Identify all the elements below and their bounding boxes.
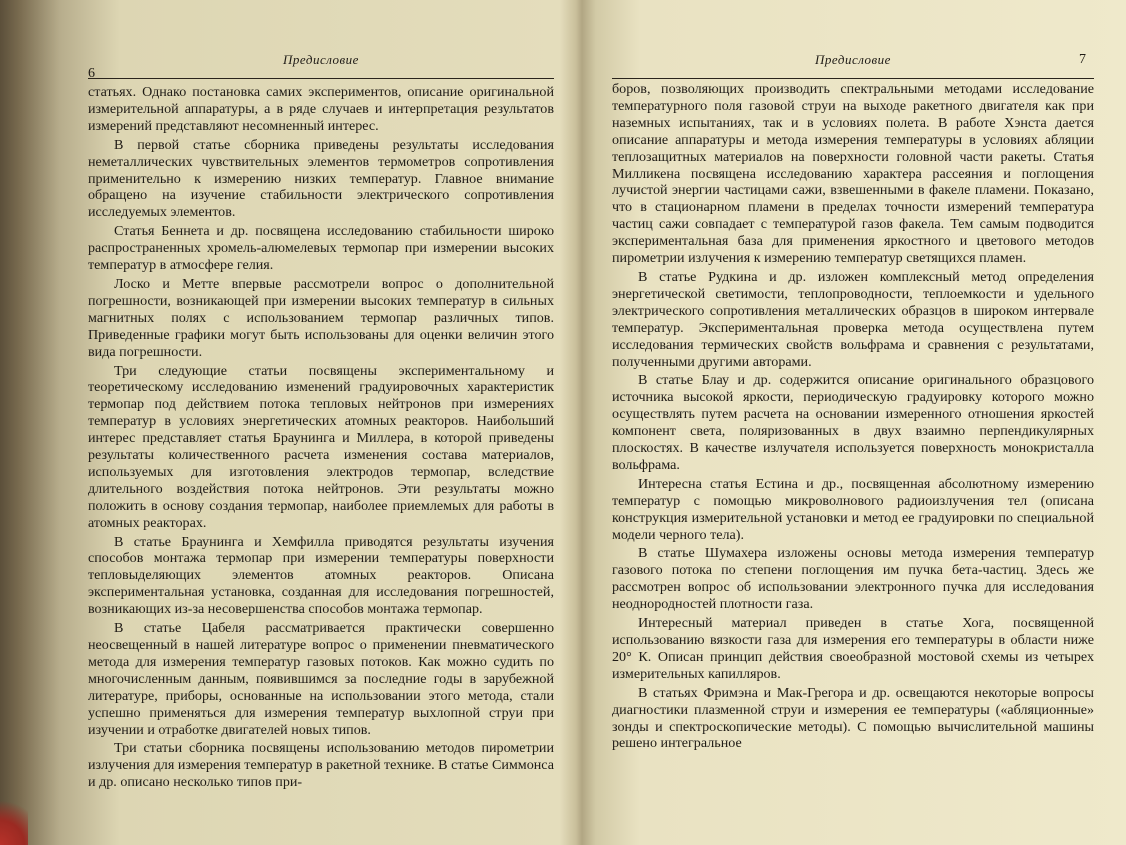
left-body-text <box>88 84 554 793</box>
left-running-head <box>88 48 554 79</box>
left-page <box>88 0 554 845</box>
paragraph: Три следующие статьи посвящены экспериментальному и теоретическому исследованию изменений градуировочных характеристик термопар под действием потока тепловых нейтронов при измерениях температур в условиях энергетических атомных реакторов. Наибольший интерес представляет статья Браунинга и Миллера, в которой приведены результаты количественного расчета изменения состава материалов, используемых для изготовления электродов термопар, вследствие длительного воздействия потока нейтронов. Эти результаты можно положить в основу создания термопар, наиболее приемлемых для работы в атомных реакторах. <box>88 362 554 531</box>
right-page-number: 7 <box>1079 52 1086 67</box>
paragraph: Интересна статья Естина и др., посвященная абсолютному измерению температур с помощью микроволнового радиоизлучения тел (описана конструкция измерительной установки и метод ее градуировки по специальной модели черного тела). <box>612 475 1094 543</box>
paragraph: Три статьи сборника посвящены использованию методов пирометрии излучения для измерения температур в ракетной технике. В статье Симмонса и др. описано несколько типов при- <box>88 740 554 791</box>
paragraph: В статье Рудкина и др. изложен комплексный метод определения энергетической светимости, теплопроводности, теплоемкости и удельного электрического сопротивления металлических образцов в широком интервале температур. Экспериментальная проверка метода осуществлена путем исследования термических свойств вольфрама и сравнения с результатами, полученными другими авторами. <box>612 268 1094 370</box>
left-running-head-title: Предисловие <box>283 52 359 67</box>
paragraph: Статья Беннета и др. посвящена исследованию стабильности широко распространенных хромель-алюмелевых термопар при измерении высоких температур в атмосфере гелия. <box>88 223 554 274</box>
red-object-corner <box>0 790 28 845</box>
paragraph: В статье Шумахера изложены основы метода измерения температур газового потока по степени поглощения им пучка бета-частиц. Здесь же рассмотрен вопрос об использовании электронного пучка для исследования неоднородностей плотности газа. <box>612 545 1094 613</box>
paragraph: В статье Блау и др. содержится описание оригинального образцового источника высокой яркости, периодическую градуировку которого можно осуществлять путем расчета на основании измеренного отношения яркостей компонент света, поляризованных в двух взаимно перпендикулярных плоскостях. В качестве излучателя используется поверхность монокристалла вольфрама. <box>612 372 1094 473</box>
paragraph: Интересный материал приведен в статье Хога, посвященной использованию вязкости газа для измерения его температуры в области ниже 20° К. Описан принцип действия своеобразной мостовой схемы из четырех измерительных капилляров. <box>612 615 1094 682</box>
paragraph: Лоско и Метте впервые рассмотрели вопрос о дополнительной погрешности, возникающей при измерении высоких температур в сильных магнитных полях с использованием термопар различных типов. Приведенные графики могут быть использованы для оценки величин этого вида погрешности. <box>88 275 554 360</box>
right-page <box>612 0 1094 845</box>
right-running-head <box>612 48 1094 79</box>
paragraph: В статье Браунинга и Хемфилла приводятся результаты изучения способов монтажа термопар при измерении температуры поверхности тепловыделяющих элементов атомных реакторов. Описана экспериментальная установка, созданная для исследования погрешностей, возникающих из-за несовершенства способов монтажа термопар. <box>88 533 554 618</box>
paragraph: статьях. Однако постановка самих экспериментов, описание оригинальной измерительной аппаратуры, а в ряде случаев и интерпретация результатов измерений представляют несомненный интерес. <box>88 84 554 134</box>
paragraph: В первой статье сборника приведены результаты исследования неметаллических чувствительных элементов термометров сопротивления применительно к измерению низких температур. Главное внимание обращено на изучение стабильности электрического сопротивления исследуемых элементов. <box>88 136 554 221</box>
paragraph: В статьях Фримэна и Мак-Грегора и др. освещаются некоторые вопросы диагностики плазменной струи и измерения ее температуры («абляционные» зонды и спектроскопические методы). С помощью вычислительной машины решено интегральное <box>612 684 1094 752</box>
right-body-text <box>612 81 1094 754</box>
right-running-head-title: Предисловие <box>815 52 891 67</box>
left-page-number: 6 <box>88 66 95 81</box>
paragraph: В статье Цабеля рассматривается практически совершенно неосвещенный в нашей литературе вопрос о применении пневматического метода для измерения температур газовых потоков. Как можно судить по многочисленным данным, появившимся за последние годы в зарубежной литературе, приборы, основанные на использовании этого метода, стали успешно применяться для измерения температур выхлопной струи при изучении и отработке двигателей новых типов. <box>88 620 554 738</box>
paragraph: боров, позволяющих производить спектральными методами исследование температурного поля газовой струи на выходе ракетного двигателя как при наземных испытаниях, так и в условиях полета. В работе Хэнста дается описание аппаратуры и метода измерения температуры в условиях абляции теплозащитных материалов на поверхности головной части ракеты. Статья Милликена посвящена исследованию характера рассеяния и поглощения лучистой энергии частицами сажи, взвешенными в факеле пламени. Показано, что в стационарном пламени в пределах точности измерений температура частиц сажи совпадает с температурой газов факела. Тем самым подводится экспериментальная база для применения яркостного и цветового методов пирометрии излучения к измерению температур светящихся пламен. <box>612 81 1094 267</box>
